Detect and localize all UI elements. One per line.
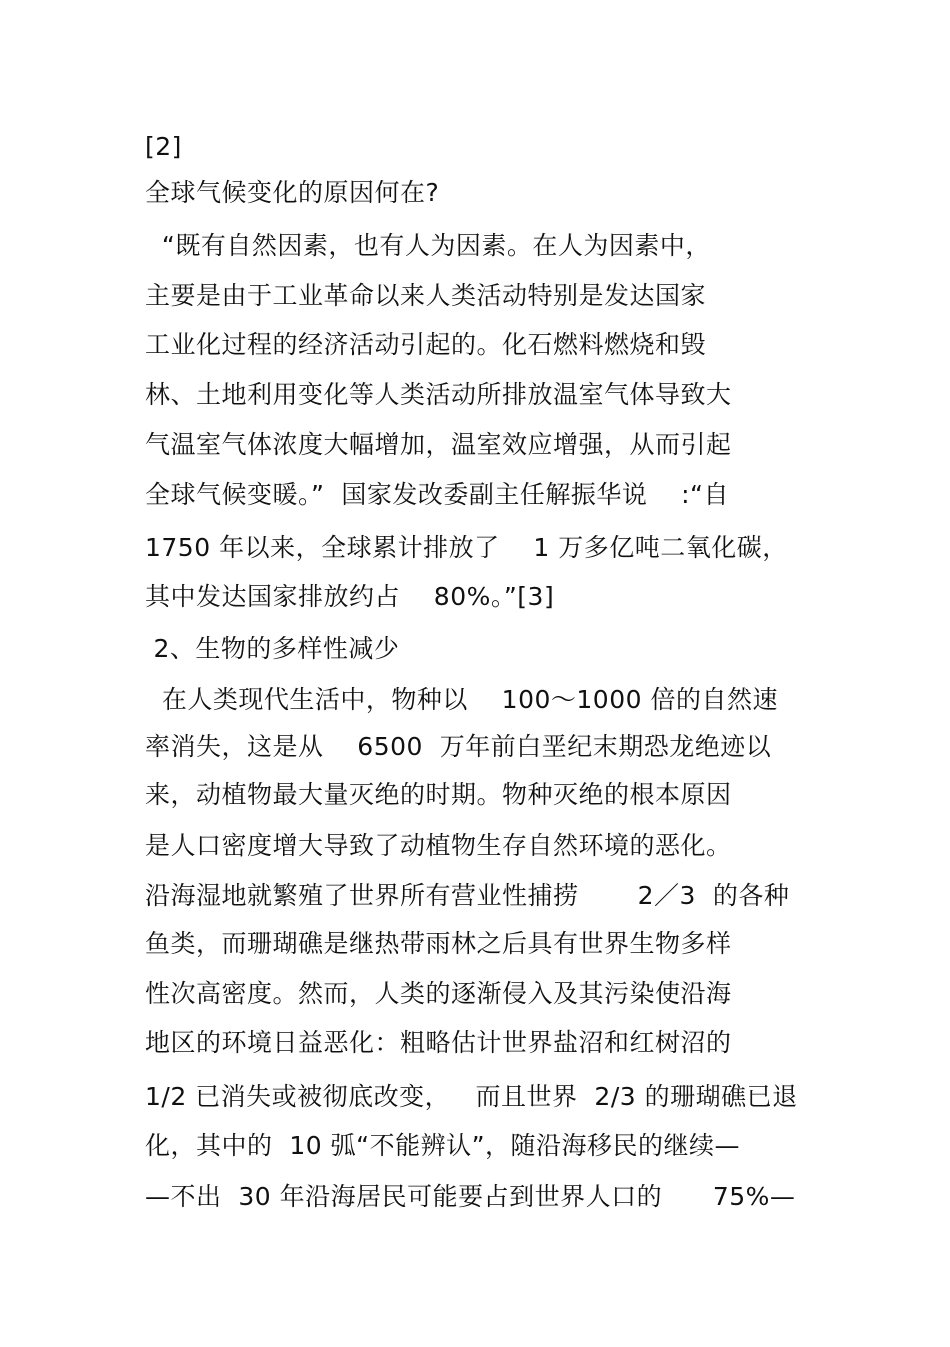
- paragraph-line: 工业化过程的经济活动引起的。化石燃料燃烧和毁: [145, 330, 707, 359]
- paragraph-line: 气温室气体浓度大幅增加，温室效应增强，从而引起: [145, 430, 732, 459]
- paragraph-line: 是人口密度增大导致了动植物生存自然环境的恶化。: [145, 831, 732, 860]
- paragraph-line: 化，其中的 10 弧“不能辨认”，随沿海移民的继续—: [145, 1131, 741, 1160]
- reference-marker: [2]: [145, 132, 182, 161]
- paragraph-line: 全球气候变暖。” 国家发改委副主任解振华说 :“自: [145, 480, 730, 509]
- paragraph-line: 沿海湿地就繁殖了世界所有营业性捕捞 2／3 的各种: [145, 881, 790, 910]
- paragraph-line: 率消失，这是从 6500 万年前白垩纪末期恐龙绝迹以: [145, 732, 772, 761]
- paragraph-line: 来，动植物最大量灭绝的时期。物种灭绝的根本原因: [145, 780, 732, 809]
- paragraph-line: 地区的环境日益恶化：粗略估计世界盐沼和红树沼的: [145, 1028, 732, 1057]
- section-question: 全球气候变化的原因何在?: [145, 178, 440, 207]
- section-heading: 2、生物的多样性减少: [145, 634, 400, 663]
- paragraph-line: 主要是由于工业革命以来人类活动特别是发达国家: [145, 281, 707, 310]
- paragraph-line: 性次高密度。然而，人类的逐渐侵入及其污染使沿海: [145, 979, 732, 1008]
- paragraph-line: 林、土地利用变化等人类活动所排放温室气体导致大: [145, 380, 732, 409]
- paragraph-line: 其中发达国家排放约占 80%。”[3]: [145, 582, 555, 611]
- paragraph-line: 鱼类，而珊瑚礁是继热带雨林之后具有世界生物多样: [145, 929, 732, 958]
- paragraph-line: 1/2 已消失或被彻底改变， 而且世界 2/3 的珊瑚礁已退: [145, 1082, 798, 1111]
- paragraph-line: 在人类现代生活中，物种以 100～1000 倍的自然速: [145, 685, 778, 714]
- paragraph-line: 1750 年以来，全球累计排放了 1 万多亿吨二氧化碳，: [145, 533, 788, 562]
- paragraph-line: —不出 30 年沿海居民可能要占到世界人口的 75%—: [145, 1182, 796, 1211]
- paragraph-line: “既有自然因素，也有人为因素。在人为因素中，: [145, 231, 711, 260]
